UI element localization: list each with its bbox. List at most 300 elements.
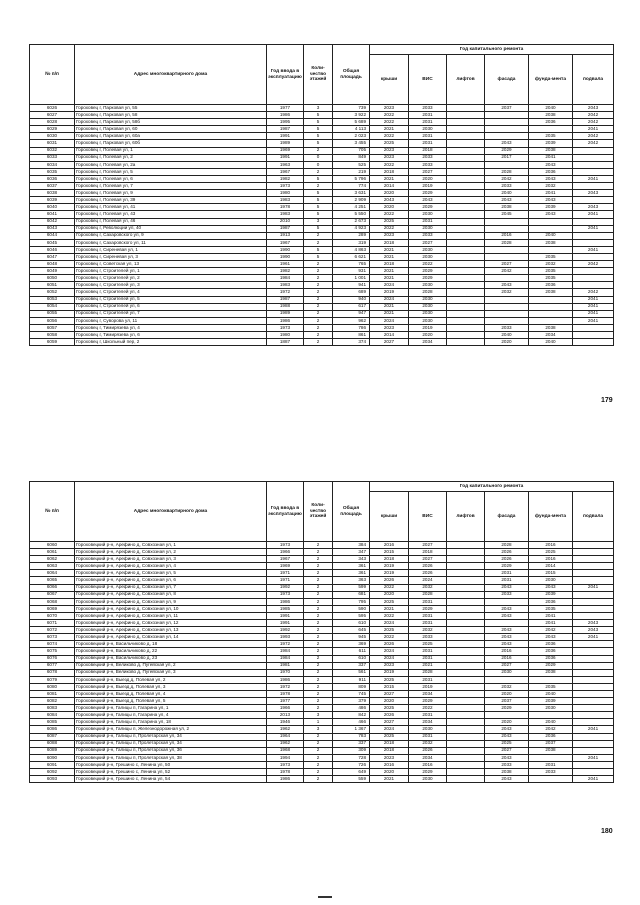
row-number-cell: 6079 bbox=[30, 676, 75, 683]
row-number-cell: 6061 bbox=[30, 549, 75, 556]
address-cell: Гороховец г, Сиреневая ул, 1 bbox=[75, 246, 267, 253]
row-number-cell: 6054 bbox=[30, 303, 75, 310]
floors-cell: 2 bbox=[304, 324, 333, 331]
address-cell: Гороховец г, Полевая ул, 7 bbox=[75, 183, 267, 190]
address-cell: Гороховец г, Полевая ул, 41 bbox=[75, 204, 267, 211]
facade-repair-year-cell: 2028 bbox=[485, 542, 529, 549]
page-number: 180 bbox=[601, 828, 613, 835]
roof-repair-year-cell: 2020 bbox=[370, 698, 409, 705]
total-area-cell: 783 bbox=[333, 733, 370, 740]
year-built-cell: 1967 bbox=[267, 168, 304, 175]
row-number-cell: 6036 bbox=[30, 175, 75, 182]
facade-repair-year-cell bbox=[485, 712, 529, 719]
basement-repair-year-cell bbox=[573, 641, 614, 648]
row-number-cell: 6034 bbox=[30, 161, 75, 168]
facade-repair-year-cell bbox=[485, 126, 529, 133]
row-number-cell: 6078 bbox=[30, 669, 75, 676]
foundation-repair-year-cell: 2036 bbox=[529, 648, 573, 655]
basement-repair-year-cell bbox=[573, 705, 614, 712]
table-row bbox=[30, 168, 614, 175]
total-area-cell: 745 bbox=[333, 690, 370, 697]
address-cell: Гороховецкий р-н, Галицы п, Пролетарская ул, 36 bbox=[75, 747, 267, 754]
roof-repair-year-cell: 2024 bbox=[370, 620, 409, 627]
floors-cell: 2 bbox=[304, 332, 333, 339]
roof-repair-year-cell: 2020 bbox=[370, 204, 409, 211]
row-number-cell: 6040 bbox=[30, 204, 75, 211]
vis-repair-year-cell: 2030 bbox=[409, 253, 447, 260]
facade-repair-year-cell: 2045 bbox=[485, 211, 529, 218]
table-row bbox=[30, 719, 614, 726]
address-cell: Гороховецкий р-н, Выезд д, Полевая ул, 2 bbox=[75, 676, 267, 683]
year-built-cell: 1992 bbox=[267, 584, 304, 591]
vis-repair-year-cell: 2030 bbox=[409, 296, 447, 303]
roof-repair-year-cell: 2043 bbox=[370, 197, 409, 204]
year-built-cell: 1983 bbox=[267, 197, 304, 204]
roof-repair-year-cell: 2023 bbox=[370, 232, 409, 239]
basement-repair-year-cell: 2043 bbox=[573, 620, 614, 627]
table-row bbox=[30, 112, 614, 119]
row-number-cell: 6074 bbox=[30, 641, 75, 648]
row-number-cell: 6027 bbox=[30, 112, 75, 119]
foundation-repair-year-cell: 2036 bbox=[529, 655, 573, 662]
vis-repair-year-cell: 2030 bbox=[409, 225, 447, 232]
table-row bbox=[30, 683, 614, 690]
roof-repair-year-cell: 2020 bbox=[370, 769, 409, 776]
facade-repair-year-cell bbox=[485, 218, 529, 225]
year-built-cell: 1966 bbox=[267, 705, 304, 712]
basement-repair-year-cell bbox=[573, 690, 614, 697]
vis-repair-year-cell: 2024 bbox=[409, 577, 447, 584]
vis-repair-year-cell: 2029 bbox=[409, 268, 447, 275]
year-built-cell: 2013 bbox=[267, 712, 304, 719]
col-roof-header: крыши bbox=[370, 492, 409, 542]
row-number-cell: 6041 bbox=[30, 211, 75, 218]
facade-repair-year-cell: 2027 bbox=[485, 747, 529, 754]
lift-repair-year-cell bbox=[447, 712, 485, 719]
total-area-cell: 3 455 bbox=[333, 140, 370, 147]
year-built-cell: 1967 bbox=[267, 239, 304, 246]
basement-repair-year-cell bbox=[573, 197, 614, 204]
address-cell: Гороховецкий р-н, Арефино д, Совхозная ул, 7 bbox=[75, 584, 267, 591]
basement-repair-year-cell: 2042 bbox=[573, 289, 614, 296]
address-cell: Гороховецкий р-н, Великово д, Пугейская ул, 2 bbox=[75, 662, 267, 669]
floors-cell: 2 bbox=[304, 634, 333, 641]
address-cell: Гороховец г, Строителей ул, 3 bbox=[75, 282, 267, 289]
year-built-cell: 1973 bbox=[267, 761, 304, 768]
row-number-cell: 6085 bbox=[30, 719, 75, 726]
vis-repair-year-cell: 2030 bbox=[409, 126, 447, 133]
year-built-cell: 1991 bbox=[267, 620, 304, 627]
basement-repair-year-cell: 2042 bbox=[573, 261, 614, 268]
address-cell: Гороховецкий р-н, Арефино д, Совхозная ул, 13 bbox=[75, 627, 267, 634]
floors-cell: 2 bbox=[304, 296, 333, 303]
col-foundation-header: фунда-мента bbox=[529, 492, 573, 542]
basement-repair-year-cell: 2043 bbox=[573, 105, 614, 112]
year-built-cell: 1989 bbox=[267, 310, 304, 317]
total-area-cell: 610 bbox=[333, 620, 370, 627]
floors-cell: 2 bbox=[304, 683, 333, 690]
total-area-cell: 561 bbox=[333, 669, 370, 676]
lift-repair-year-cell bbox=[447, 317, 485, 324]
row-number-cell: 6044 bbox=[30, 232, 75, 239]
floors-cell: 2 bbox=[304, 641, 333, 648]
year-built-cell: 1973 bbox=[267, 591, 304, 598]
address-cell: Гороховецкий р-н, Арефино д, Совхозная ул, 3 bbox=[75, 556, 267, 563]
lift-repair-year-cell bbox=[447, 662, 485, 669]
floors-cell: 0 bbox=[304, 154, 333, 161]
floors-cell: 2 bbox=[304, 648, 333, 655]
facade-repair-year-cell: 2043 bbox=[485, 584, 529, 591]
floors-cell: 3 bbox=[304, 218, 333, 225]
year-built-cell: 1987 bbox=[267, 126, 304, 133]
floors-cell: 2 bbox=[304, 563, 333, 570]
table-row bbox=[30, 747, 614, 754]
year-built-cell: 1991 bbox=[267, 612, 304, 619]
floors-cell: 2 bbox=[304, 669, 333, 676]
row-number-cell: 6038 bbox=[30, 190, 75, 197]
foundation-repair-year-cell: 2015 bbox=[529, 570, 573, 577]
address-cell: Гороховец г, Парковая ул, 58б bbox=[75, 119, 267, 126]
vis-repair-year-cell: 2019 bbox=[409, 183, 447, 190]
year-built-cell: 1913 bbox=[267, 232, 304, 239]
facade-repair-year-cell: 2043 bbox=[485, 726, 529, 733]
basement-repair-year-cell bbox=[573, 769, 614, 776]
vis-repair-year-cell: 2033 bbox=[409, 634, 447, 641]
lift-repair-year-cell bbox=[447, 683, 485, 690]
year-built-cell: 1969 bbox=[267, 563, 304, 570]
address-cell: Гороховецкий р-н, Арефино д, Совхозная ул, 8 bbox=[75, 591, 267, 598]
table-row bbox=[30, 105, 614, 112]
row-number-cell: 6037 bbox=[30, 183, 75, 190]
address-cell: Гороховец г, Школьный пер, 2 bbox=[75, 339, 267, 346]
lift-repair-year-cell bbox=[447, 183, 485, 190]
total-area-cell: 689 bbox=[333, 289, 370, 296]
lift-repair-year-cell bbox=[447, 161, 485, 168]
facade-repair-year-cell: 2020 bbox=[485, 690, 529, 697]
year-built-cell: 1973 bbox=[267, 542, 304, 549]
roof-repair-year-cell: 2018 bbox=[370, 239, 409, 246]
year-built-cell: 1987 bbox=[267, 296, 304, 303]
total-area-cell: 861 bbox=[333, 332, 370, 339]
table-row bbox=[30, 605, 614, 612]
vis-repair-year-cell: 2034 bbox=[409, 690, 447, 697]
facade-repair-year-cell bbox=[485, 676, 529, 683]
roof-repair-year-cell: 2025 bbox=[370, 627, 409, 634]
lift-repair-year-cell bbox=[447, 634, 485, 641]
address-cell: Гороховецкий р-н, Арефино д, Совхозная ул, 2 bbox=[75, 549, 267, 556]
floors-cell: 2 bbox=[304, 556, 333, 563]
lift-repair-year-cell bbox=[447, 591, 485, 598]
total-area-cell: 4 863 bbox=[333, 246, 370, 253]
total-area-cell: 941 bbox=[333, 282, 370, 289]
year-built-cell: 1972 bbox=[267, 289, 304, 296]
row-number-cell: 6086 bbox=[30, 726, 75, 733]
year-built-cell: 1980 bbox=[267, 190, 304, 197]
roof-repair-year-cell: 2022 bbox=[370, 161, 409, 168]
total-area-cell: 611 bbox=[333, 648, 370, 655]
vis-repair-year-cell: 2030 bbox=[409, 317, 447, 324]
year-built-cell: 1986 bbox=[267, 112, 304, 119]
basement-repair-year-cell bbox=[573, 719, 614, 726]
facade-repair-year-cell: 2043 bbox=[485, 733, 529, 740]
facade-repair-year-cell: 2043 bbox=[485, 627, 529, 634]
facade-repair-year-cell bbox=[485, 310, 529, 317]
roof-repair-year-cell: 2018 bbox=[370, 168, 409, 175]
row-number-cell: 6051 bbox=[30, 282, 75, 289]
vis-repair-year-cell: 2032 bbox=[409, 740, 447, 747]
roof-repair-year-cell: 2014 bbox=[370, 183, 409, 190]
basement-repair-year-cell bbox=[573, 598, 614, 605]
table-row bbox=[30, 204, 614, 211]
facade-repair-year-cell: 2038 bbox=[485, 769, 529, 776]
row-number-cell: 6070 bbox=[30, 612, 75, 619]
foundation-repair-year-cell: 2036 bbox=[529, 598, 573, 605]
total-area-cell: 466 bbox=[333, 719, 370, 726]
lift-repair-year-cell bbox=[447, 549, 485, 556]
floors-cell: 2 bbox=[304, 769, 333, 776]
facade-repair-year-cell: 2033 bbox=[485, 324, 529, 331]
floors-cell: 2 bbox=[304, 239, 333, 246]
address-cell: Гороховец г, Строителей ул, 7 bbox=[75, 310, 267, 317]
table-row bbox=[30, 669, 614, 676]
roof-repair-year-cell: 2022 bbox=[370, 634, 409, 641]
basement-repair-year-cell bbox=[573, 282, 614, 289]
foundation-repair-year-cell: 2016 bbox=[529, 542, 573, 549]
total-area-cell: 559 bbox=[333, 776, 370, 783]
basement-repair-year-cell bbox=[573, 563, 614, 570]
facade-repair-year-cell: 2033 bbox=[485, 591, 529, 598]
lift-repair-year-cell bbox=[447, 218, 485, 225]
total-area-cell: 940 bbox=[333, 296, 370, 303]
roof-repair-year-cell: 2023 bbox=[370, 662, 409, 669]
facade-repair-year-cell: 2028 bbox=[485, 168, 529, 175]
floors-cell: 2 bbox=[304, 690, 333, 697]
col-repair-header: Год капитального ремонта bbox=[370, 482, 614, 492]
basement-repair-year-cell bbox=[573, 339, 614, 346]
basement-repair-year-cell bbox=[573, 332, 614, 339]
lift-repair-year-cell bbox=[447, 577, 485, 584]
address-cell: Гороховец г, Сахаровского ул, 11 bbox=[75, 239, 267, 246]
col-basement-header: подвала bbox=[573, 492, 614, 542]
lift-repair-year-cell bbox=[447, 605, 485, 612]
lift-repair-year-cell bbox=[447, 239, 485, 246]
facade-repair-year-cell: 2037 bbox=[485, 105, 529, 112]
total-area-cell: 728 bbox=[333, 754, 370, 761]
roof-repair-year-cell: 2019 bbox=[370, 289, 409, 296]
roof-repair-year-cell: 2021 bbox=[370, 253, 409, 260]
col-basement-header: подвала bbox=[573, 55, 614, 105]
lift-repair-year-cell bbox=[447, 719, 485, 726]
foundation-repair-year-cell: 2041 bbox=[529, 190, 573, 197]
table-row bbox=[30, 612, 614, 619]
basement-repair-year-cell bbox=[573, 577, 614, 584]
row-number-cell: 6076 bbox=[30, 655, 75, 662]
facade-repair-year-cell bbox=[485, 598, 529, 605]
total-area-cell: 219 bbox=[333, 168, 370, 175]
row-number-cell: 6080 bbox=[30, 683, 75, 690]
vis-repair-year-cell: 2030 bbox=[409, 211, 447, 218]
floors-cell: 2 bbox=[304, 232, 333, 239]
address-cell: Гороховецкий р-н, Арефино д, Совхозная ул, 12 bbox=[75, 620, 267, 627]
foundation-repair-year-cell: 2035 bbox=[529, 268, 573, 275]
facade-repair-year-cell: 2016 bbox=[485, 655, 529, 662]
facade-repair-year-cell: 2043 bbox=[485, 776, 529, 783]
roof-repair-year-cell: 2016 bbox=[370, 761, 409, 768]
row-number-cell: 6064 bbox=[30, 570, 75, 577]
roof-repair-year-cell: 2022 bbox=[370, 584, 409, 591]
basement-repair-year-cell bbox=[573, 698, 614, 705]
lift-repair-year-cell bbox=[447, 754, 485, 761]
vis-repair-year-cell: 2027 bbox=[409, 239, 447, 246]
facade-repair-year-cell: 2016 bbox=[485, 648, 529, 655]
lift-repair-year-cell bbox=[447, 261, 485, 268]
total-area-cell: 705 bbox=[333, 147, 370, 154]
roof-repair-year-cell: 2021 bbox=[370, 776, 409, 783]
total-area-cell: 3 631 bbox=[333, 190, 370, 197]
col-area-header: Общая площадь bbox=[333, 482, 370, 542]
basement-repair-year-cell: 2041 bbox=[573, 584, 614, 591]
row-number-cell: 6031 bbox=[30, 140, 75, 147]
roof-repair-year-cell: 2024 bbox=[370, 648, 409, 655]
table-row bbox=[30, 627, 614, 634]
basement-repair-year-cell bbox=[573, 324, 614, 331]
row-number-cell: 6062 bbox=[30, 556, 75, 563]
vis-repair-year-cell: 2031 bbox=[409, 712, 447, 719]
basement-repair-year-cell bbox=[573, 147, 614, 154]
facade-repair-year-cell: 2043 bbox=[485, 282, 529, 289]
roof-repair-year-cell: 2015 bbox=[370, 549, 409, 556]
basement-repair-year-cell: 2042 bbox=[573, 119, 614, 126]
basement-repair-year-cell bbox=[573, 669, 614, 676]
row-number-cell: 6030 bbox=[30, 133, 75, 140]
year-built-cell: 1964 bbox=[267, 733, 304, 740]
row-number-cell: 6069 bbox=[30, 605, 75, 612]
table-row bbox=[30, 712, 614, 719]
floors-cell: 5 bbox=[304, 112, 333, 119]
col-roof-header: крыши bbox=[370, 55, 409, 105]
address-cell: Гороховец г, Полевая ул, 43 bbox=[75, 211, 267, 218]
facade-repair-year-cell: 2027 bbox=[485, 261, 529, 268]
col-lift-header: лифтов bbox=[447, 492, 485, 542]
facade-repair-year-cell: 2025 bbox=[485, 740, 529, 747]
foundation-repair-year-cell bbox=[529, 317, 573, 324]
floors-cell: 2 bbox=[304, 339, 333, 346]
floors-cell: 2 bbox=[304, 261, 333, 268]
vis-repair-year-cell: 2031 bbox=[409, 655, 447, 662]
lift-repair-year-cell bbox=[447, 119, 485, 126]
roof-repair-year-cell: 2026 bbox=[370, 641, 409, 648]
address-cell: Гороховецкий р-н, Арефино д, Совхозная ул, 11 bbox=[75, 612, 267, 619]
lift-repair-year-cell bbox=[447, 542, 485, 549]
foundation-repair-year-cell: 2035 bbox=[529, 275, 573, 282]
total-area-cell: 617 bbox=[333, 303, 370, 310]
table-row bbox=[30, 133, 614, 140]
foundation-repair-year-cell: 2039 bbox=[529, 698, 573, 705]
basement-repair-year-cell: 2041 bbox=[573, 726, 614, 733]
facade-repair-year-cell: 2033 bbox=[485, 183, 529, 190]
vis-repair-year-cell: 2018 bbox=[409, 147, 447, 154]
address-cell: Гороховец г, Строителей ул, 1 bbox=[75, 268, 267, 275]
row-number-cell: 6058 bbox=[30, 332, 75, 339]
floors-cell: 2 bbox=[304, 776, 333, 783]
vis-repair-year-cell: 2031 bbox=[409, 119, 447, 126]
foundation-repair-year-cell: 2016 bbox=[529, 556, 573, 563]
basement-repair-year-cell: 2041 bbox=[573, 246, 614, 253]
address-cell: Гороховец г, Парковая ул, 60б bbox=[75, 140, 267, 147]
facade-repair-year-cell: 2043 bbox=[485, 754, 529, 761]
basement-repair-year-cell: 2041 bbox=[573, 310, 614, 317]
row-number-cell: 6046 bbox=[30, 246, 75, 253]
table-row bbox=[30, 211, 614, 218]
table-row bbox=[30, 584, 614, 591]
basement-repair-year-cell bbox=[573, 740, 614, 747]
address-cell: Гороховец г, Полевая ул, 46 bbox=[75, 218, 267, 225]
floors-cell: 5 bbox=[304, 126, 333, 133]
row-number-cell: 6073 bbox=[30, 634, 75, 641]
lift-repair-year-cell bbox=[447, 324, 485, 331]
roof-repair-year-cell: 2025 bbox=[370, 218, 409, 225]
foundation-repair-year-cell: 2031 bbox=[529, 761, 573, 768]
row-number-cell: 6050 bbox=[30, 275, 75, 282]
floors-cell: 3 bbox=[304, 105, 333, 112]
year-built-cell: 1991 bbox=[267, 133, 304, 140]
roof-repair-year-cell: 2026 bbox=[370, 577, 409, 584]
year-built-cell: 1990 bbox=[267, 246, 304, 253]
foundation-repair-year-cell: 2035 bbox=[529, 683, 573, 690]
roof-repair-year-cell: 2025 bbox=[370, 733, 409, 740]
foundation-repair-year-cell bbox=[529, 296, 573, 303]
total-area-cell: 795 bbox=[333, 598, 370, 605]
address-cell: Гороховец г, Полевая ул, 1 bbox=[75, 147, 267, 154]
year-built-cell: 1986 bbox=[267, 598, 304, 605]
vis-repair-year-cell: 2030 bbox=[409, 303, 447, 310]
vis-repair-year-cell: 2030 bbox=[409, 726, 447, 733]
address-cell: Гороховецкий р-н, Арефино д, Совхозная ул, 5 bbox=[75, 570, 267, 577]
foundation-repair-year-cell: 2042 bbox=[529, 726, 573, 733]
basement-repair-year-cell bbox=[573, 268, 614, 275]
facade-repair-year-cell: 2032 bbox=[485, 289, 529, 296]
year-built-cell: 1977 bbox=[267, 698, 304, 705]
foundation-repair-year-cell: 2038 bbox=[529, 239, 573, 246]
table-row bbox=[30, 542, 614, 549]
floors-cell: 2 bbox=[304, 655, 333, 662]
col-address-header: Адрес многоквартирного дома bbox=[75, 482, 267, 542]
vis-repair-year-cell: 2028 bbox=[409, 591, 447, 598]
year-built-cell: 1978 bbox=[267, 690, 304, 697]
facade-repair-year-cell bbox=[485, 620, 529, 627]
total-area-cell: 849 bbox=[333, 154, 370, 161]
floors-cell: 2 bbox=[304, 310, 333, 317]
row-number-cell: 6042 bbox=[30, 218, 75, 225]
basement-repair-year-cell bbox=[573, 683, 614, 690]
total-area-cell: 681 bbox=[333, 591, 370, 598]
table-row bbox=[30, 317, 614, 324]
floors-cell: 5 bbox=[304, 175, 333, 182]
foundation-repair-year-cell bbox=[529, 754, 573, 761]
lift-repair-year-cell bbox=[447, 282, 485, 289]
vis-repair-year-cell: 2032 bbox=[409, 584, 447, 591]
table-row bbox=[30, 119, 614, 126]
table-row bbox=[30, 598, 614, 605]
facade-repair-year-cell bbox=[485, 112, 529, 119]
table-row bbox=[30, 556, 614, 563]
address-cell: Гороховец г, Революции ул, 40 bbox=[75, 225, 267, 232]
col-foundation-header: фунда-мента bbox=[529, 55, 573, 105]
basement-repair-year-cell bbox=[573, 612, 614, 619]
row-number-cell: 6093 bbox=[30, 776, 75, 783]
year-built-cell: 1984 bbox=[267, 655, 304, 662]
floors-cell: 2 bbox=[304, 282, 333, 289]
